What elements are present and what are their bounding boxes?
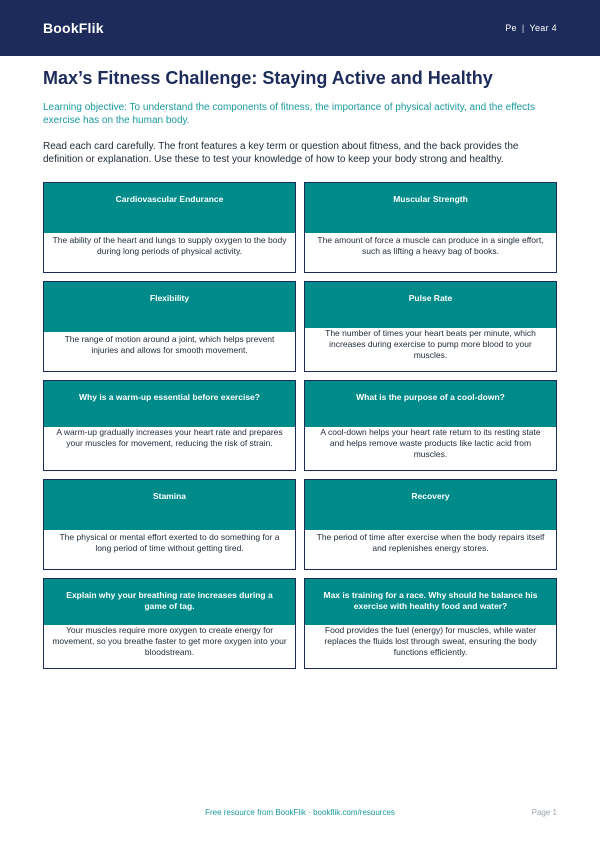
card-back: Your muscles require more oxygen to create energy for movement, so you breathe faster to get more oxygen into your bloodstream. <box>44 625 295 668</box>
flashcard[interactable] <box>43 479 296 570</box>
top-header-bar <box>0 0 600 56</box>
card-front: What is the purpose of a cool-down? <box>305 381 556 431</box>
flashcard[interactable] <box>43 380 296 471</box>
flashcard[interactable] <box>43 182 296 273</box>
card-back: A warm-up gradually increases your heart rate and prepares your muscles for movement, reducing the risk of strain. <box>44 427 295 470</box>
card-front: Recovery <box>305 480 556 530</box>
card-back: The amount of force a muscle can produce in a single effort, such as lifting a heavy bag of books. <box>305 233 556 272</box>
flashcard[interactable] <box>304 182 557 273</box>
flashcard[interactable] <box>304 281 557 372</box>
card-front: Muscular Strength <box>305 183 556 233</box>
brand-logo-text[interactable]: BookFlik <box>43 20 104 36</box>
flashcard-grid <box>43 182 557 669</box>
card-back: The ability of the heart and lungs to supply oxygen to the body during long periods of physical activity. <box>44 233 295 272</box>
page-title: Max’s Fitness Challenge: Staying Active and Healthy <box>43 68 493 88</box>
footer-credit[interactable]: Free resource from BookFlik · bookflik.com/resources <box>205 808 395 817</box>
learning-objective: Learning objective: To understand the components of fitness, the importance of physical activity, and the effects exercise has on the human body. <box>43 102 535 126</box>
card-front: Pulse Rate <box>305 282 556 332</box>
card-back: Food provides the fuel (energy) for muscles, while water replaces the fluids lost through sweat, ensuring the body functions efficiently. <box>305 625 556 668</box>
flashcard[interactable] <box>304 479 557 570</box>
flashcard[interactable] <box>43 281 296 372</box>
card-front: Why is a warm-up essential before exercise? <box>44 381 295 431</box>
flashcard[interactable] <box>304 578 557 669</box>
card-front: Max is training for a race. Why should he balance his exercise with healthy food and water? <box>305 579 556 629</box>
flashcard[interactable] <box>304 380 557 471</box>
card-front: Flexibility <box>44 282 295 332</box>
card-back: The range of motion around a joint, which helps prevent injuries and allows for smooth movement. <box>44 332 295 371</box>
meta-separator: | <box>521 23 525 33</box>
card-front: Stamina <box>44 480 295 530</box>
card-back: The period of time after exercise when the body repairs itself and replenishes energy stores. <box>305 530 556 569</box>
card-back: A cool-down helps your heart rate return to its resting state and helps remove waste products like lactic acid from muscles. <box>305 427 556 470</box>
card-front: Cardiovascular Endurance <box>44 183 295 233</box>
card-back: The number of times your heart beats per minute, which increases during exercise to pump more blood to your muscles. <box>305 328 556 371</box>
page-number: Page 1 <box>531 808 557 817</box>
card-back: The physical or mental effort exerted to do something for a long period of time without getting tired. <box>44 530 295 569</box>
card-front: Explain why your breathing rate increases during a game of tag. <box>44 579 295 629</box>
flashcard[interactable] <box>43 578 296 669</box>
intro-paragraph: Read each card carefully. The front features a key term or question about fitness, and the back provides the definition or explanation. Use these to test your knowledge of how to keep your body strong and healthy. <box>43 141 519 165</box>
year-label: Year 4 <box>529 23 557 33</box>
subject-year-label <box>505 23 557 33</box>
subject-label: Pe <box>505 23 517 33</box>
